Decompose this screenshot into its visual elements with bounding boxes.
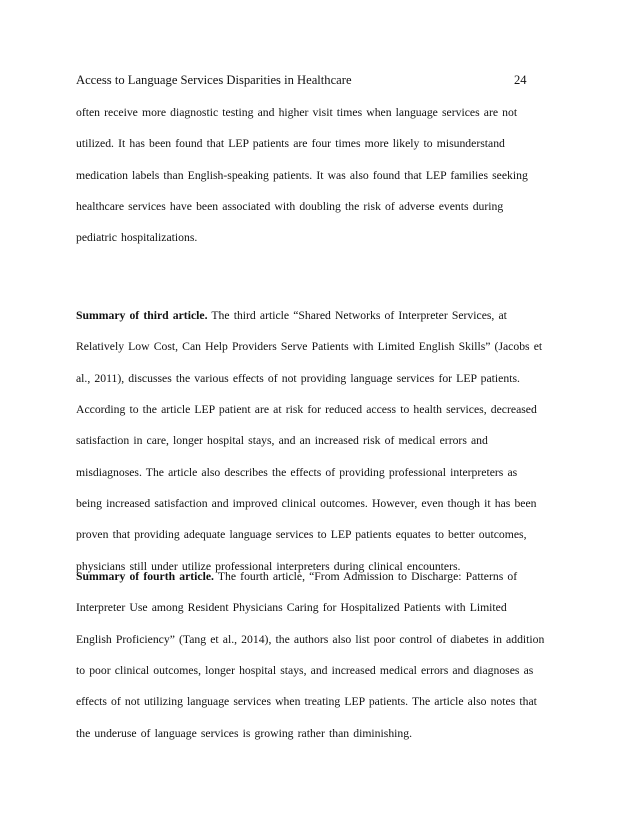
- page-number: 24: [514, 73, 527, 87]
- text-line: pediatric hospitalizations.: [76, 231, 198, 245]
- text-line: satisfaction in care, longer hospital stays, and an increased risk of medical errors and: [76, 434, 488, 448]
- text-line: According to the article LEP patient are at risk for reduced access to health services, decreased: [76, 403, 537, 417]
- paragraph-third-article: [76, 300, 568, 582]
- section-heading-fourth-article: Summary of fourth article.: [76, 570, 214, 583]
- text-line: being increased satisfaction and improved clinical outcomes. However, even though it has been: [76, 497, 537, 511]
- text-line: physicians still under utilize professional interpreters during clinical encounters.: [76, 559, 461, 573]
- text-line: utilized. It has been found that LEP patients are four times more likely to misunderstand: [76, 137, 505, 151]
- header-title: Access to Language Services Disparities in Healthcare: [76, 73, 352, 87]
- text-line: to poor clinical outcomes, longer hospital stays, and increased medical errors and diagnoses as: [76, 664, 534, 678]
- heading-line-rest: The fourth article, “From Admission to Discharge: Patterns of: [213, 570, 518, 583]
- paragraph-1: [76, 97, 568, 254]
- text-line: healthcare services have been associated with doubling the risk of adverse events during: [76, 200, 504, 214]
- text-line: [76, 300, 568, 331]
- text-line: Relatively Low Cost, Can Help Providers Serve Patients with Limited English Skills” (Jacobs et: [76, 340, 543, 354]
- text-line: English Proficiency” (Tang et al., 2014), the authors also list poor control of diabetes in addition: [76, 632, 545, 646]
- text-line: proven that providing adequate language services to LEP patients equates to better outcomes,: [76, 528, 527, 542]
- text-line: Interpreter Use among Resident Physicians Caring for Hospitalized Patients with Limited: [76, 601, 507, 615]
- heading-line-rest: The third article “Shared Networks of Interpreter Services, at: [207, 309, 507, 322]
- text-line: [76, 561, 568, 592]
- text-line: effects of not utilizing language services when treating LEP patients. The article also notes that: [76, 695, 537, 709]
- section-heading-third-article: Summary of third article.: [76, 309, 208, 322]
- text-line: often receive more diagnostic testing and higher visit times when language services are not: [76, 106, 518, 119]
- text-line: al., 2011), discusses the various effects of not providing language services for LEP patients.: [76, 371, 520, 385]
- text-line: the underuse of language services is growing rather than diminishing.: [76, 726, 413, 740]
- paragraph-fourth-article: [76, 561, 568, 749]
- running-header: [76, 70, 564, 90]
- text-line: misdiagnoses. The article also describes the effects of providing professional interpreters as: [76, 465, 518, 479]
- text-line: medication labels than English-speaking patients. It was also found that LEP families seeking: [76, 168, 528, 182]
